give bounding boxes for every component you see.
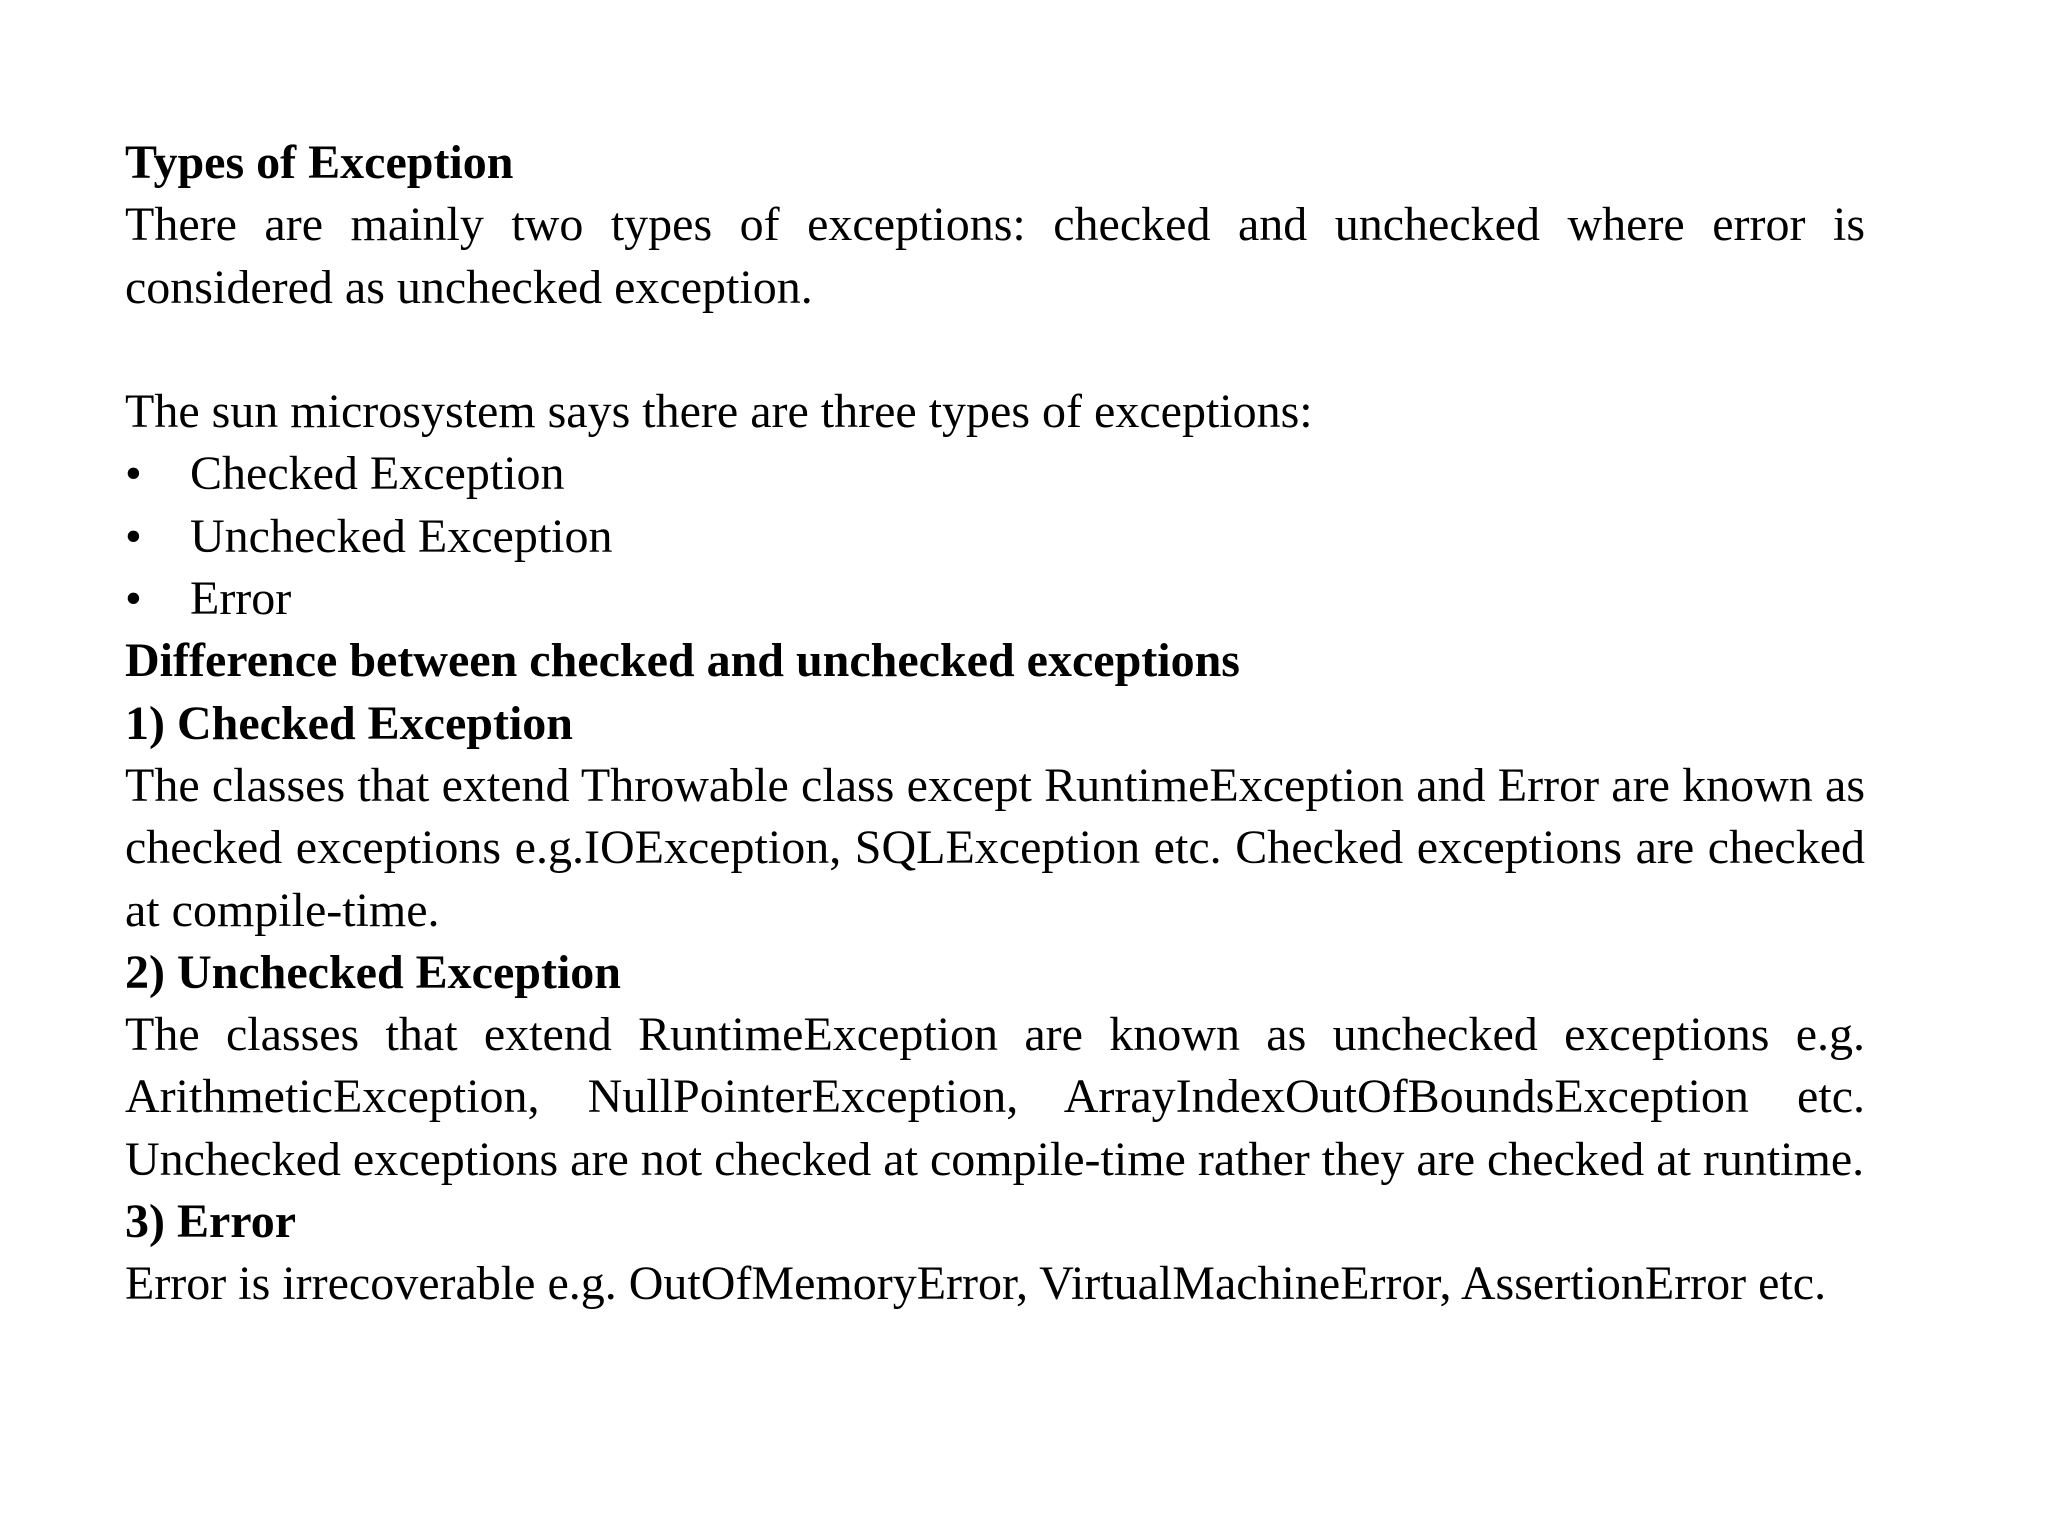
page-title: Types of Exception	[125, 136, 514, 189]
slide-content	[125, 132, 1865, 1316]
checked-exception-heading: 1) Checked Exception	[125, 696, 573, 750]
unchecked-exception-body: The classes that extend RuntimeException are known as unchecked exceptions e.g. ArithmeticException, NullPointerException, ArrayIndexOutOfBoundsException etc. Unchecked exceptions are not checked at compile-time rather they are checked at runtime.	[125, 1008, 1865, 1186]
bullet-icon: •	[125, 509, 142, 563]
error-heading: 3) Error	[125, 1195, 297, 1249]
error-body: Error is irrecoverable e.g. OutOfMemoryError, VirtualMachineError, AssertionError etc.	[125, 1257, 1827, 1311]
bullet-icon: •	[125, 447, 142, 501]
exception-types-list	[125, 443, 1865, 630]
list-item-label: Checked Exception	[190, 447, 565, 501]
difference-heading: Difference between checked and unchecked exceptions	[125, 634, 1240, 688]
list-item-label: Error	[190, 572, 292, 626]
intro-paragraph: There are mainly two types of exceptions: checked and unchecked where error is considered as unchecked exception.	[125, 198, 1865, 314]
list-item	[125, 568, 1865, 630]
list-item-label: Unchecked Exception	[190, 509, 613, 563]
bullet-icon: •	[125, 572, 142, 626]
sun-statement: The sun microsystem says there are three types of exceptions:	[125, 385, 1313, 439]
blank-line	[125, 319, 1865, 381]
list-item	[125, 506, 1865, 568]
unchecked-exception-heading: 2) Unchecked Exception	[125, 945, 621, 999]
checked-exception-body: The classes that extend Throwable class except RuntimeException and Error are known as checked exceptions e.g.IOException, SQLException etc. Checked exceptions are checked at compile-time.	[125, 758, 1865, 937]
list-item	[125, 443, 1865, 505]
